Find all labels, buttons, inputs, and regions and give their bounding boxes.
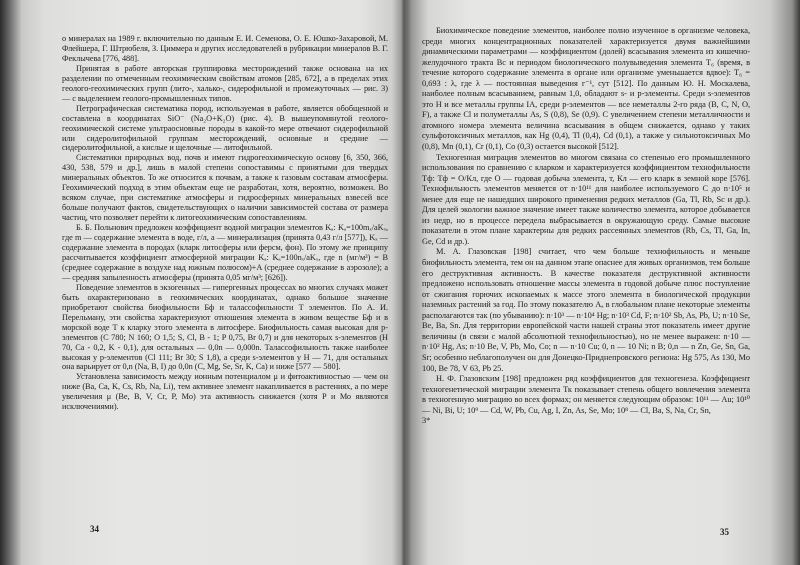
right-paragraph-2: Техногенная миграция элементов во многом связана со степенью его промышленного использования по сравнению с кларком и характеризуется коэффициентом технофильности Тф: Тф = O/Кл, где O — годовая добыча элемента, т, Кл — его кларк в земной коре [576]. Технофильность элементов меняется от n·10¹¹ для наиболее используемого C до n·10⁵ и менее для еще не нашедших широкого применения редких металлов (Ga, Tl, Rb, Sc и др.). Для целей экологии важное значение имеет также количество элемента, которое добывается из недр, но в процессе передела выбрасывается в окружающую среду. Самые высокие показатели в этом плане характерны для редких рассеянных элементов (Rb, Cs, Tl, Ga, In, Ge, Cd и др.). [422, 152, 750, 246]
left-paragraph-4: Систематики природных вод, почв и имеют гидрогеохимическую основу [6, 350, 366, 430, 538, 579 и др.], лишь в малой степени сопоставимы с принятыми для твердых минеральных объектов. То же относится к почвам, а также к газовым составам атмосферы. Геохимический подход в этим объектам еще не разработан, хотя, вероятно, возможен. Во всяком случае, при систематике атмосферы и гидросферных минеральных взвесей все больше получают фактов, свидетельствующих о наличии зависимостей состава от размера частиц, что позволяет перейти к литогеохимическим сопоставлениям. [62, 153, 388, 223]
right-page-number: 35 [720, 527, 729, 537]
left-page-number: 34 [90, 524, 99, 534]
left-paragraph-6: Поведение элементов в экзогенных — гипергенных процессах во многих случаях может быть охарактеризовано в геохимических координатах, однако большое значение приобретают свойства биофильности Бф и талассофильности Т элементов. По А. И. Перельману, эти свойства характеризуют отношения элемента в живом веществе Бф и в морской воде Т к кларку этого элемента в литосфере. Биофильность самая высокая для р-элементов (C 780; N 160; O 1,5; S, Cl, B - 1; P 0,75, Br 0,7) и для некоторых s-элементов (H 70, Ca - 0,2, K - 0,1), для остальных — 0,0n — 0,000n. Талассофильность также наиболее высокая у р-элементов (Cl 111; Br 30; S 1,8), а среди s-элементов у H — 71, для остальных она варьирует от 0,n (Na, B, I) до 0,0n (C, Mg, Se, Sr, K, Ca) и ниже [577 — 580]. [62, 282, 388, 372]
left-paragraph-1: о минералах на 1989 г. включительно по данным Е. И. Семенова, О. Е. Юшко-Захаровой, М. Флейшера, Г. Штрюбеля, З. Циммера и других исследователей в рубрикации минералов В. Г. Феклычева [776, 488]. [62, 34, 388, 63]
right-page-text [422, 26, 750, 427]
right-paragraph-3: М. А. Глазовская [198] считает, что чем больше технофильность и меньше биофильность элемента, тем он на данном этапе опаснее для живых организмов, тем больше его деструктивная активность. В качестве показателя деструктивной активности предложено использовать отношение массы элемента в годовой добыче плюс поступление от сжигания горючих ископаемых к массе этого элемента в биологической продукции наземных растений за год. По этому показателю Aₐ в глобальном плане некоторые элементы располагаются так (по убыванию): n·10³ — n·10⁴ Hg; n·10³ Cd, F; n·10² Sb, As, Pb, U; n·10 Se, Be, Ba, Sn. Для территории европейской части нашей страны этот показатель имеет другие величины (в связи с малой абсолютной технофильностью), но не менее выражен: n·10 — n·10² Hg, As; n·10 Be, V, Pb, Mo, Co; n — n·10 Cu; 0, n — 10 Ni; n В; 0,n — n Zn, Ge, Sn, Ga, Sr; особенно неблагополучен он для Донецко-Приднепровского региона: Hg 575, As 130, Mo 100, Be 78, V 63, Pb 25. [422, 247, 750, 373]
right-paragraph-1: Биохимическое поведение элементов, наиболее полно изученное в организме человека, среди многих концентрационных показателей характеризуется двумя важнейшими динамическими параметрами — коэффициентом (долей) всасывания элемента из кишечно-желудочного тракта Bc и периодом биологического полувыведения элемента T₆ (время, в течение которого содержание элемента в органе или организме уменьшается вдвое): T₆ = 0,693 : λ, где λ — постоянная выведения г⁻¹, сут [512]. По данным Ю. Н. Москалева, наиболее полным всасыванием, равным 1,0, обладают s- и р-элементы. Среди s-элементов это H и все металлы группы IA, среди р-элементов — все неметаллы 2-го ряда (B, C, N, O, F), а также Cl и полуметаллы As, S (0,8), Se (0,9). С увеличением степени металличности и атомного номера элемента величина всасывания в общем снижается, однако у таких сульфотоксичных металлов, как Hg (0,4), Tl (0,4), Cd (0,1), а также у сильнотоксичных Mo (0,8), Mn (0,1), Cr (0,1), Co (0,3) остается высокой [512]. [422, 26, 750, 152]
left-paragraph-7: Установлена зависимость между ионным потенциалом μ и фитоактивностью — чем он ниже (Ba, Ca, K, Cs, Rb, Na, Li), тем активнее элемент накапливается в растениях, а по мере увеличения μ (Be, B, V, Cr, P, Mo) эта активность снижается (хотя Р и Мо являются исключениями). [62, 372, 388, 412]
left-paragraph-5: Б. Б. Польнович предложен коэффициент водной миграции элементов Kₐ: Kₐ=100mₓ/aKₓ, где m — содержание элемента в воде, г/л, a — минерализация (принята 0,43 г/л [577]), Kₓ — содержание элемента в породах (кларк литосферы или ферсм, фон). По этому же принципу рассчитывается коэффициент атмосферной миграции Kₐ: Kₐ=100nₓ/aKₓ, где n (мг/м³) = В (среднее содержание в воздухе над южным полюсом)+A (среднее содержание в аэрозоле); a — средняя запыленность атмосферы (принята 0,05 мг/м³; [626]). [62, 223, 388, 282]
left-page [62, 34, 388, 534]
right-paragraph-4: Н. Ф. Глазовским [198] предложен ряд коэффициентов для техногенеза. Коэффициент техногенетической миграции элемента Тк показывает степень общего вовлечения элемента в техногенную миграцию во всех формах; он меняется следующим образом: 10¹¹ — Au; 10¹⁰ — Ni, Bi, U; 10⁹ — Cd, W, Pb, Cu, Ag, I, Zn, As, Se, Mo; 10⁸ — Cl, Ba, S, Na, Cr, Sn, [422, 374, 750, 415]
left-paragraph-3: Петрографическая систематика пород, используемая в работе, является обобщенной и составлена в координатах SiO⁻ (Na₂O+K₂O) (рис. 4). В вышеупомянутой геолого-геохимической системе ультраосновные породы в какой-то мере отвечают сидерофильной или сидеролитофильной группам месторождений, основные и средние — сидеролитофильной, а кислые и щелочные — литофильной. [62, 103, 388, 153]
left-paragraph-2: Принятая в работе авторская группировка месторождений также основана на их разделении по отмеченным геохимическим свойствам атомов [285, 672], а в пределах этих геолого-геохимических групп (лито-, халько-, сидерофильной и промежуточных — рис. 3) — с выделением геолого-промышленных типов. [62, 63, 388, 103]
right-footer-mark: 3* [422, 416, 431, 426]
book-gutter [401, 0, 407, 565]
left-page-text [62, 34, 388, 412]
right-page [422, 26, 750, 531]
